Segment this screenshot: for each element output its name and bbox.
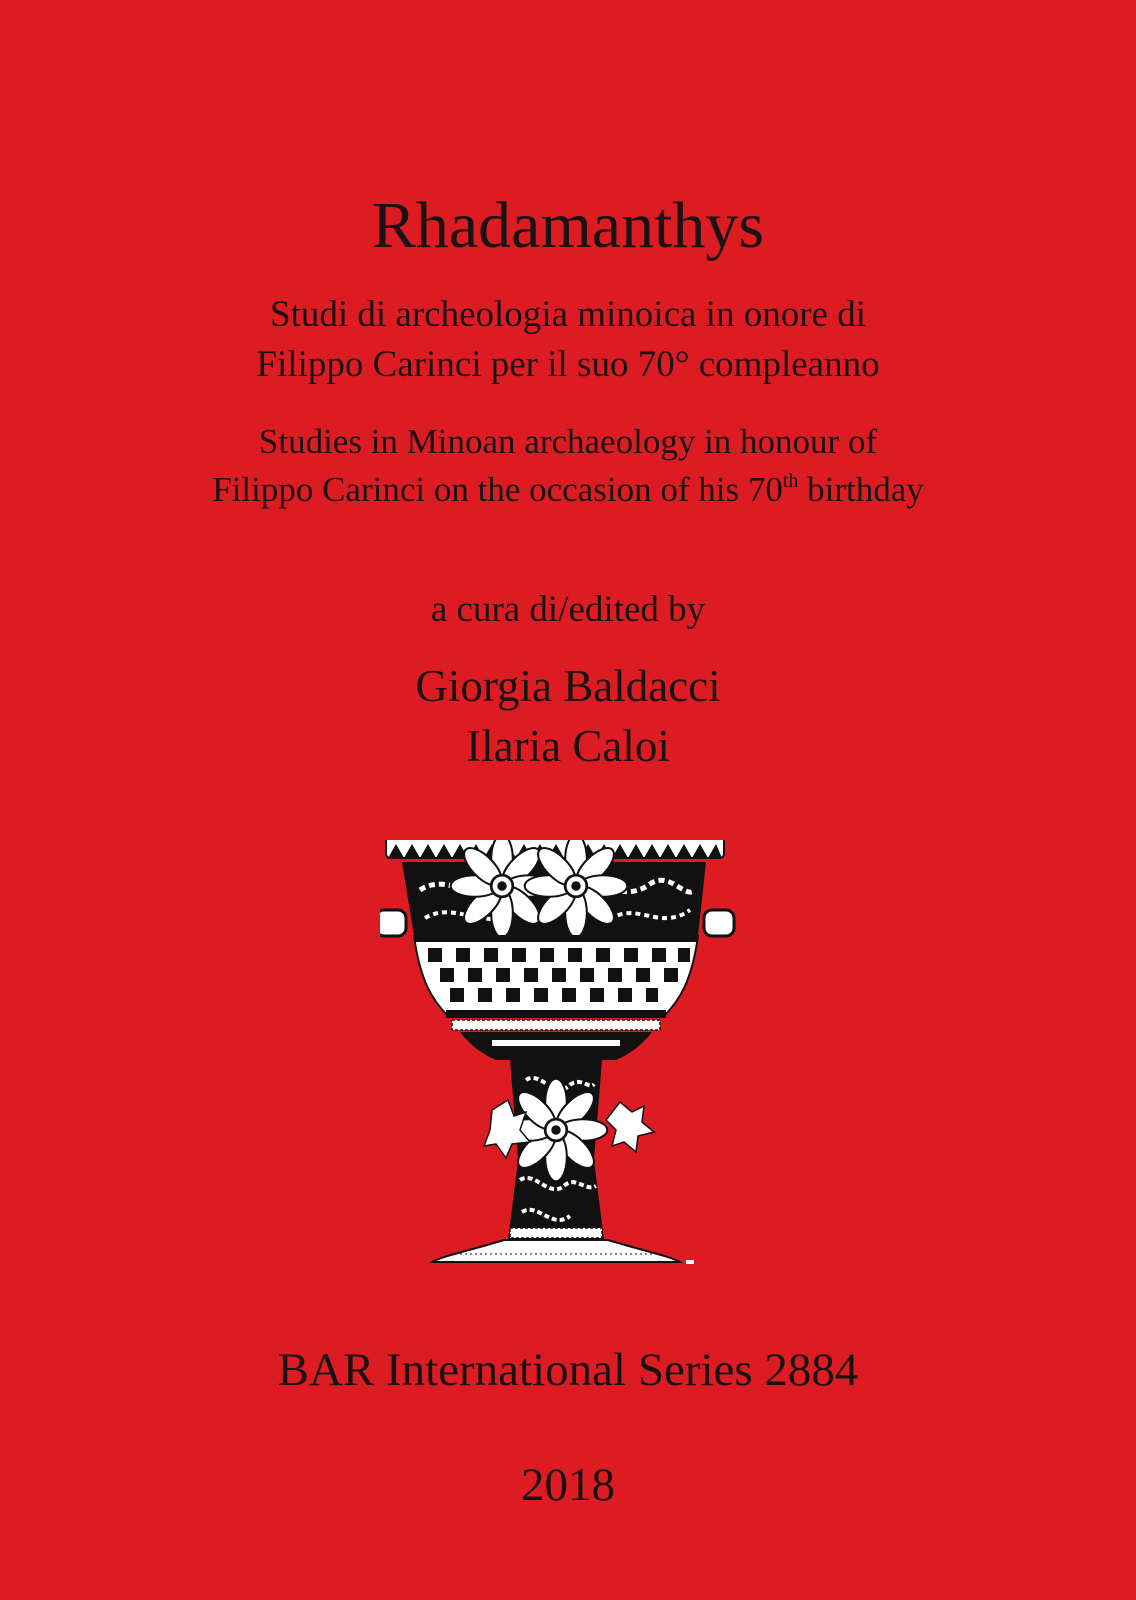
subtitle-italian-line-2: Filippo Carinci per il suo 70° compleanno: [256, 344, 880, 385]
subtitle-italian-line-1: Studi di archeologia minoica in onore di: [270, 294, 866, 335]
edited-by-label: a cura di/edited by: [430, 589, 706, 630]
editor-name: Giorgia Baldacci: [415, 661, 721, 711]
subtitle-english-line-2-end: birthday: [798, 470, 924, 509]
publication-year: 2018: [521, 1459, 615, 1511]
subtitle-english-line-2-main: Filippo Carinci on the occasion of his 70: [212, 470, 783, 509]
subtitle-english-line-1: Studies in Minoan archaeology in honour of: [258, 422, 878, 461]
editor-name: Ilaria Caloi: [466, 721, 670, 771]
subtitle-english-line-2: [0, 468, 1136, 512]
book-title: Rhadamanthys: [371, 189, 765, 262]
series-name: BAR International Series 2884: [277, 1344, 859, 1396]
minoan-chalice-illustration: [380, 840, 760, 1300]
ordinal-suffix: th: [782, 470, 799, 492]
